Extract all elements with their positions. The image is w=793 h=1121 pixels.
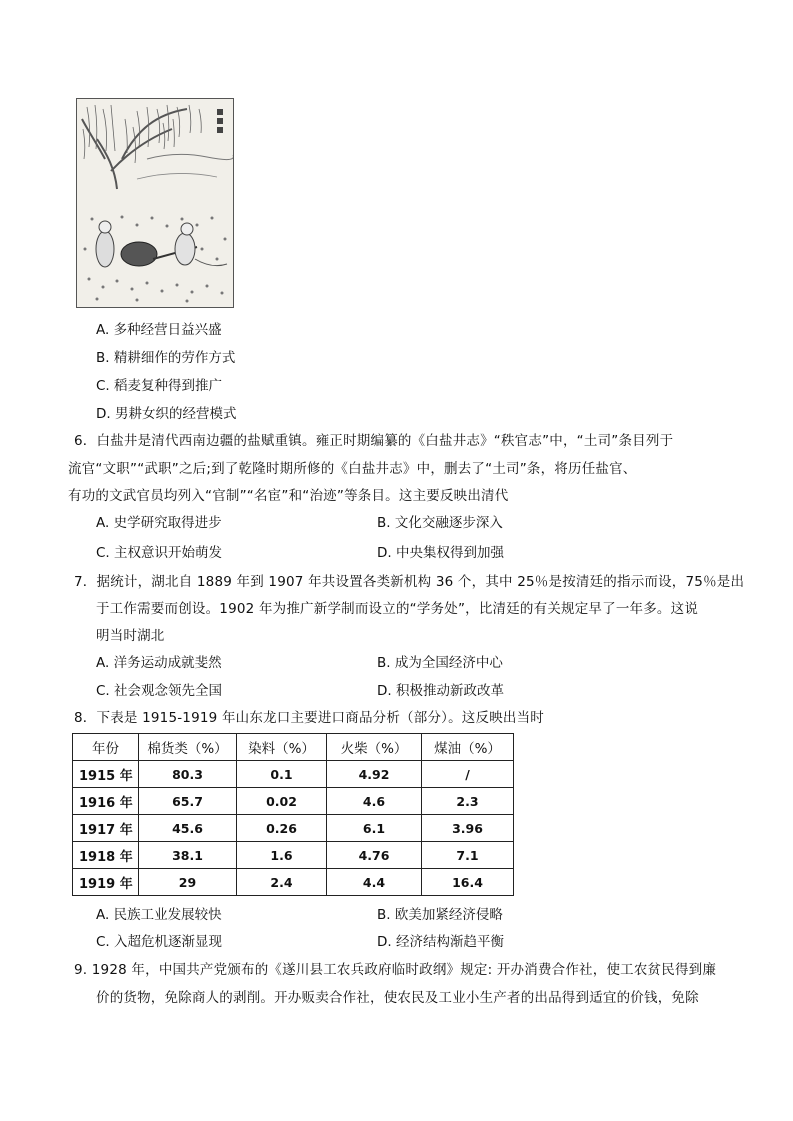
q9-stem-line-2: 价的货物，免除商人的剥削。开办贩卖合作社，使农民及工业小生产者的出品得到适宜的价钱，免除 — [96, 990, 699, 1006]
table-cell-year: 1915 年 — [73, 761, 139, 788]
q6-option-d: D. 中央集权得到加强 — [377, 545, 504, 561]
table-cell: 0.1 — [237, 761, 327, 788]
table-row — [73, 815, 514, 842]
import-goods-table — [72, 733, 514, 896]
farming-illustration — [76, 98, 234, 308]
q9-stem-line-1: 9. 1928 年，中国共产党颁布的《遂川县工农兵政府临时政纲》规定: 开办消费合作社，使工农贫民得到廉 — [74, 962, 717, 978]
q8-option-d: D. 经济结构渐趋平衡 — [377, 934, 504, 950]
table-row — [73, 761, 514, 788]
table-cell: 80.3 — [139, 761, 237, 788]
q5-option-c: C. 稻麦复种得到推广 — [96, 378, 223, 394]
table-cell: 2.4 — [237, 869, 327, 896]
table-cell: / — [422, 761, 514, 788]
table-row — [73, 842, 514, 869]
table-header-cell: 煤油（%） — [422, 734, 514, 761]
table-header-cell: 年份 — [73, 734, 139, 761]
table-cell: 0.26 — [237, 815, 327, 842]
table-cell: 1.6 — [237, 842, 327, 869]
table-cell-year: 1917 年 — [73, 815, 139, 842]
table-row — [73, 788, 514, 815]
table-header-cell: 染料（%） — [237, 734, 327, 761]
q7-option-b: B. 成为全国经济中心 — [377, 655, 503, 671]
q7-stem-line-1: 7．据统计，湖北自 1889 年到 1907 年共设置各类新机构 36 个，其中 25％是按清廷的指示而设，75％是出 — [74, 574, 745, 590]
table-cell: 2.3 — [422, 788, 514, 815]
table-cell: 45.6 — [139, 815, 237, 842]
table-cell: 4.92 — [327, 761, 422, 788]
woodcut-farming-scene — [77, 99, 233, 307]
table-cell-year: 1916 年 — [73, 788, 139, 815]
q7-stem-line-2: 于工作需要而创设。1902 年为推广新学制而设立的“学务处”，比清廷的有关规定早了一年多。这说 — [96, 601, 699, 617]
q6-option-b: B. 文化交融逐步深入 — [377, 515, 503, 531]
table-cell: 4.6 — [327, 788, 422, 815]
table-cell: 38.1 — [139, 842, 237, 869]
q7-option-a: A. 洋务运动成就斐然 — [96, 655, 222, 671]
q8-option-a: A. 民族工业发展较快 — [96, 907, 222, 923]
table-row — [73, 869, 514, 896]
q5-option-a: A. 多种经营日益兴盛 — [96, 322, 222, 338]
table-cell: 4.76 — [327, 842, 422, 869]
table-cell: 29 — [139, 869, 237, 896]
q6-stem-line-3: 有功的文武官员均列入“官制”“名宦”和“治迹”等条目。这主要反映出清代 — [68, 488, 509, 504]
q7-stem-line-3: 明当时湖北 — [96, 628, 165, 644]
q7-option-d: D. 积极推动新政改革 — [377, 683, 504, 699]
q8-option-b: B. 欧美加紧经济侵略 — [377, 907, 503, 923]
table-header-row — [73, 734, 514, 761]
table-cell: 16.4 — [422, 869, 514, 896]
table-cell: 65.7 — [139, 788, 237, 815]
q6-stem-line-1: 6．白盐井是清代西南边疆的盐赋重镇。雍正时期编纂的《白盐井志》“秩官志”中，“土司”条目列于 — [74, 433, 674, 449]
table-cell: 7.1 — [422, 842, 514, 869]
table-cell: 6.1 — [327, 815, 422, 842]
q8-option-c: C. 入超危机逐渐显现 — [96, 934, 223, 950]
q5-option-d: D. 男耕女织的经营模式 — [96, 406, 237, 422]
q5-option-b: B. 精耕细作的劳作方式 — [96, 350, 236, 366]
q7-option-c: C. 社会观念领先全国 — [96, 683, 223, 699]
q8-stem-line-1: 8．下表是 1915-1919 年山东龙口主要进口商品分析（部分）。这反映出当时 — [74, 710, 545, 726]
table-cell-year: 1919 年 — [73, 869, 139, 896]
table-cell: 3.96 — [422, 815, 514, 842]
table-cell: 0.02 — [237, 788, 327, 815]
q6-stem-line-2: 流官“文职”“武职”之后;到了乾隆时期所修的《白盐井志》中，删去了“土司”条，将历任盐官、 — [68, 461, 637, 477]
q6-option-c: C. 主权意识开始萌发 — [96, 545, 223, 561]
table-cell-year: 1918 年 — [73, 842, 139, 869]
q6-option-a: A. 史学研究取得进步 — [96, 515, 222, 531]
table-header-cell: 棉货类（%） — [139, 734, 237, 761]
table-cell: 4.4 — [327, 869, 422, 896]
table-header-cell: 火柴（%） — [327, 734, 422, 761]
